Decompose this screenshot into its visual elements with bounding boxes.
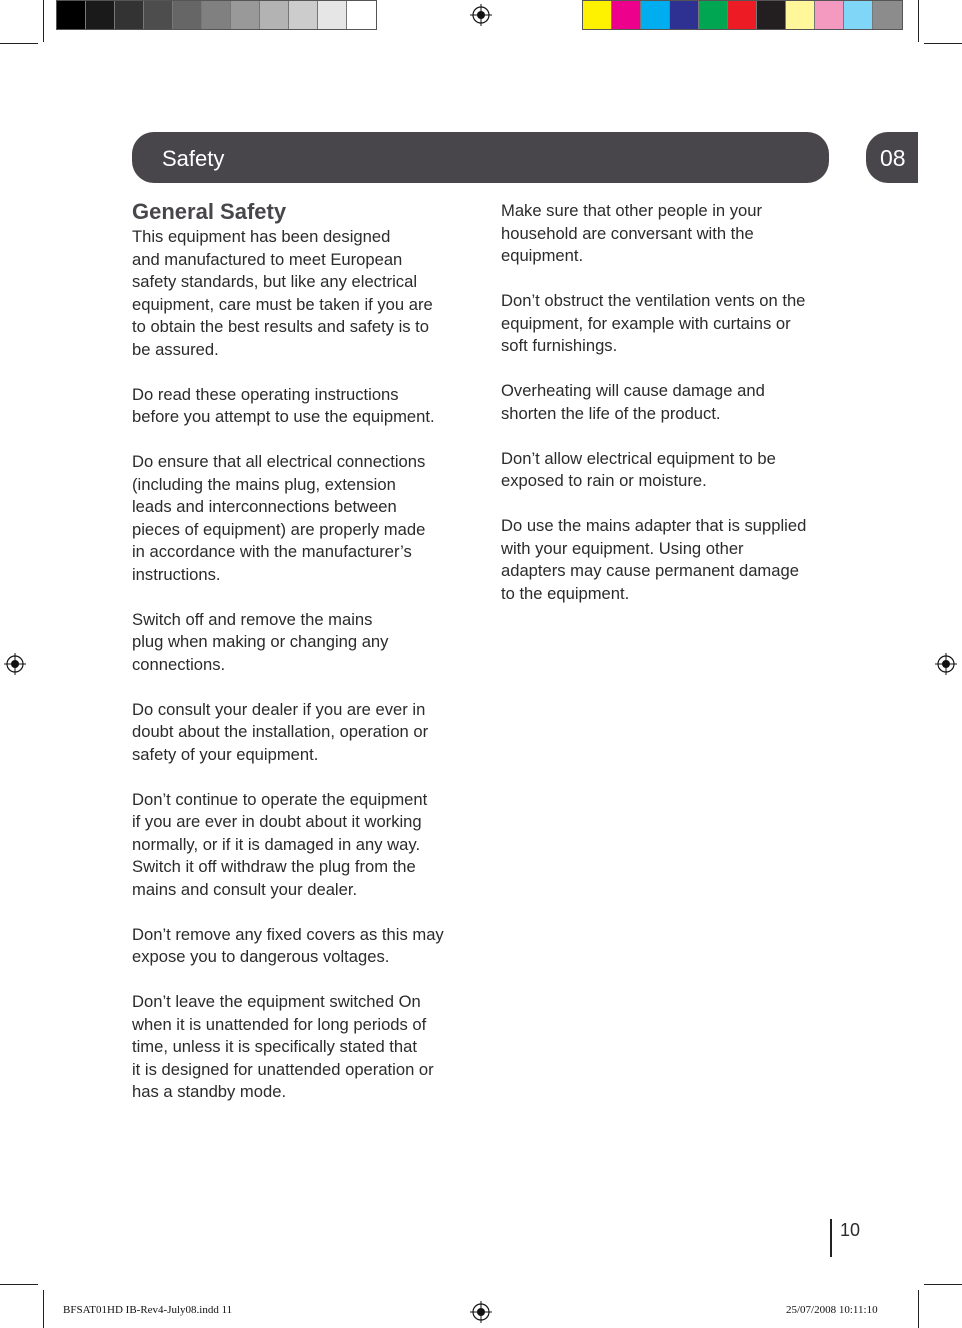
color-swatch [144,1,173,29]
page-number-rule [830,1219,832,1257]
paragraph: Do use the mains adapter that is supplied with your equipment. Using other adapters may cause permanent damage to the equipment. [501,516,807,603]
crop-mark [918,1290,919,1328]
color-swatch [728,1,757,29]
section-title: Safety [162,146,225,171]
color-swatch [202,1,231,29]
chapter-number: 08 [880,145,906,171]
color-swatch [260,1,289,29]
chapter-tab [866,132,918,183]
color-swatch [289,1,318,29]
color-swatch [670,1,699,29]
color-swatch [757,1,786,29]
crop-mark [0,43,38,44]
registration-mark-icon [470,4,492,26]
registration-mark-icon [4,653,26,675]
page-number: 10 [840,1220,861,1240]
paragraph: This equipment has been designed and manufactured to meet European safety standards, but like any electrical equipment, care must be taken if you are to obtain the best results and safety is to be assured. [132,227,433,359]
slug-filename: BFSAT01HD IB-Rev4-July08.indd 11 [63,1304,233,1316]
paragraph: Don’t continue to operate the equipment if you are ever in doubt about it working normally, or if it is damaged in any way. Switch it off withdraw the plug from the mains and consult your dealer. [132,789,428,899]
paragraph: Don’t leave the equipment switched On when it is unattended for long periods of time, unless it is specifically stated that it is designed for unattended operation or has a standby mode. [132,992,434,1101]
color-swatch [115,1,144,29]
crop-mark [0,1284,38,1285]
color-swatch [231,1,260,29]
color-swatch [786,1,815,29]
color-swatch [815,1,844,29]
paragraph: Don’t allow electrical equipment to be exposed to rain or moisture. [501,448,776,490]
color-swatch [612,1,641,29]
paragraph: Don’t remove any fixed covers as this may expose you to dangerous voltages. [132,924,444,966]
grayscale-color-bar [56,0,377,30]
paragraph: Don’t obstruct the ventilation vents on the equipment, for example with curtains or soft furnishings. [501,291,806,355]
color-swatch [583,1,612,29]
crop-mark [43,1290,44,1328]
right-column [501,200,831,628]
color-swatch [699,1,728,29]
registration-mark-icon [935,653,957,675]
left-column [132,198,464,1126]
color-swatch [173,1,202,29]
registration-mark-icon [470,1301,492,1323]
slug-timestamp: 25/07/2008 10:11:10 [786,1304,878,1316]
paragraph: Overheating will cause damage and shorten the life of the product. [501,381,765,423]
paragraph: Switch off and remove the mains plug when making or changing any connections. [132,609,389,674]
general-safety-heading: General Safety [132,199,287,224]
crop-mark [43,0,44,42]
color-swatch [318,1,347,29]
crop-mark [918,0,919,42]
paragraph: Do ensure that all electrical connections (including the mains plug, extension leads and interconnections between pieces of equipment) are properly made in accordance with the manufacturer’s instructions. [132,452,426,584]
color-swatch [641,1,670,29]
color-swatch [86,1,115,29]
color-swatch [873,1,902,29]
paragraph: Make sure that other people in your household are conversant with the equipment. [501,201,763,265]
paragraph: Do read these operating instructions before you attempt to use the equipment. [132,384,435,426]
paragraph: Do consult your dealer if you are ever in doubt about the installation, operation or safety of your equipment. [132,699,429,764]
color-swatch [347,1,376,29]
color-swatch [57,1,86,29]
color-swatch [844,1,873,29]
section-header-band [132,132,829,183]
process-color-bar [582,0,903,30]
crop-mark [924,1284,962,1285]
crop-mark [924,43,962,44]
